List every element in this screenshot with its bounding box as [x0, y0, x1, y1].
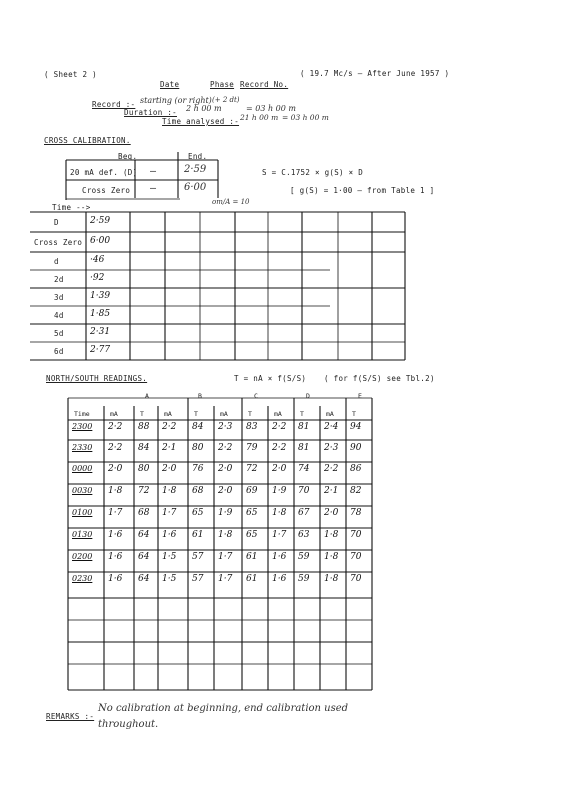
- ns-time-cell: 0100: [72, 508, 93, 517]
- ns-value-cell: 2·2: [218, 443, 233, 453]
- ns-value-cell: 57: [192, 552, 204, 562]
- row-20ma-label: 20 mA def. (D): [70, 168, 138, 177]
- row-20ma-beg: —: [150, 166, 157, 177]
- ns-value-cell: 1·9: [272, 486, 287, 496]
- ns-value-cell: 2·0: [218, 486, 233, 496]
- ns-time-cell: 0230: [72, 574, 93, 583]
- ns-value-cell: 2·0: [218, 464, 233, 474]
- ns-value-cell: 2·2: [272, 443, 287, 453]
- ns-value-cell: 57: [192, 574, 204, 584]
- ns-value-cell: 61: [246, 574, 258, 584]
- ns-subheader: T: [248, 410, 252, 418]
- ns-value-cell: 78: [350, 508, 362, 518]
- cal-row-label: 4d: [54, 311, 64, 320]
- ns-value-cell: 81: [298, 443, 310, 453]
- ns-value-cell: 64: [138, 552, 150, 562]
- cal-row-value: 2·31: [90, 327, 111, 337]
- ns-value-cell: 70: [298, 486, 310, 496]
- ns-value-cell: 2·0: [108, 464, 123, 474]
- ns-value-cell: 64: [138, 530, 150, 540]
- cal-row-value: 1·39: [90, 291, 111, 301]
- cal-row-label: 2d: [54, 275, 64, 284]
- ns-subheader: T: [194, 410, 198, 418]
- ns-value-cell: 2·3: [324, 443, 339, 453]
- ns-time-cell: 2300: [72, 422, 93, 431]
- ns-value-cell: 1·6: [108, 574, 123, 584]
- ns-value-cell: 88: [138, 422, 150, 432]
- row-cross-zero-end: 6·00: [184, 182, 207, 193]
- ns-value-cell: 72: [138, 486, 150, 496]
- record-paren: (+ 2 dt): [212, 96, 240, 104]
- ns-value-cell: 2·0: [272, 464, 287, 474]
- ns-value-cell: 2·0: [324, 508, 339, 518]
- cal-row-label: 6d: [54, 347, 64, 356]
- cal-row-label: Cross Zero: [34, 238, 83, 247]
- ns-formula: T = nA × f(S/S): [234, 374, 307, 383]
- ns-value-cell: 1·6: [108, 530, 123, 540]
- record-no-label: Record No.: [240, 80, 289, 89]
- cal-note: om/A = 10: [212, 198, 250, 206]
- ns-value-cell: 1·6: [108, 552, 123, 562]
- phase-label: Phase: [210, 80, 235, 89]
- ns-value-cell: 2·2: [108, 422, 123, 432]
- ns-value-cell: 69: [246, 486, 258, 496]
- row-cross-zero-beg: —: [150, 183, 157, 194]
- ns-value-cell: 76: [192, 464, 204, 474]
- ns-value-cell: 81: [298, 422, 310, 432]
- ns-value-cell: 84: [138, 443, 150, 453]
- ns-value-cell: 70: [350, 574, 362, 584]
- ns-value-cell: 65: [246, 530, 258, 540]
- ns-value-cell: 68: [192, 486, 204, 496]
- col-end-header: End.: [188, 152, 208, 161]
- cal-row-value: 2·77: [90, 345, 111, 355]
- ns-value-cell: 1·7: [218, 552, 233, 562]
- cal-row-value: 1·85: [90, 309, 111, 319]
- ns-value-cell: 67: [298, 508, 310, 518]
- ns-time-cell: 0200: [72, 552, 93, 561]
- duration-label: Duration :-: [124, 108, 177, 117]
- cal-row-label: 5d: [54, 329, 64, 338]
- ns-value-cell: 65: [246, 508, 258, 518]
- ns-value-cell: 59: [298, 574, 310, 584]
- ns-value-cell: 80: [192, 443, 204, 453]
- ns-subheader: Time: [74, 410, 90, 418]
- ns-value-cell: 1·5: [162, 552, 177, 562]
- ns-subheader: mA: [164, 410, 172, 418]
- ns-value-cell: 2·1: [324, 486, 339, 496]
- ns-value-cell: 61: [192, 530, 204, 540]
- ns-value-cell: 2·3: [218, 422, 233, 432]
- ns-value-cell: 61: [246, 552, 258, 562]
- ns-value-cell: 1·8: [324, 574, 339, 584]
- duration-value-2: = 03 h 00 m: [246, 104, 296, 113]
- record-label: Record :-: [92, 100, 136, 109]
- ns-group-b: B: [198, 392, 202, 400]
- formula-g: [ g(S) = 1·00 — from Table 1 ]: [290, 186, 435, 195]
- row-cross-zero-label: Cross Zero: [82, 186, 131, 195]
- ns-time-cell: 2330: [72, 443, 93, 452]
- ns-value-cell: 59: [298, 552, 310, 562]
- ns-time-cell: 0130: [72, 530, 93, 539]
- ns-group-e: E: [358, 392, 362, 400]
- ns-value-cell: 63: [298, 530, 310, 540]
- time-analysed-value: 21 h 00 m: [240, 113, 279, 122]
- ns-value-cell: 1·8: [162, 486, 177, 496]
- ns-subheader: mA: [110, 410, 118, 418]
- ns-subheader: mA: [220, 410, 228, 418]
- time-analysed-label: Time analysed :-: [162, 117, 240, 126]
- cal-row-value: ·92: [90, 273, 105, 283]
- ns-value-cell: 80: [138, 464, 150, 474]
- ns-value-cell: 72: [246, 464, 258, 474]
- ns-subheader: T: [352, 410, 356, 418]
- ns-value-cell: 86: [350, 464, 362, 474]
- ns-value-cell: 1·6: [272, 574, 287, 584]
- remarks-text-1: No calibration at beginning, end calibration used: [98, 703, 349, 714]
- ns-value-cell: 1·5: [162, 574, 177, 584]
- ns-value-cell: 1·6: [272, 552, 287, 562]
- ns-value-cell: 84: [192, 422, 204, 432]
- formula-s: S = C.1752 × g(S) × D: [262, 168, 364, 177]
- ns-value-cell: 64: [138, 574, 150, 584]
- time-arrow: Time -->: [52, 203, 91, 212]
- ns-time-cell: 0000: [72, 464, 93, 473]
- ns-value-cell: 1·7: [108, 508, 123, 518]
- time-analysed-value-2: = 03 h 00 m: [282, 113, 329, 122]
- ns-value-cell: 1·6: [162, 530, 177, 540]
- ns-time-cell: 0030: [72, 486, 93, 495]
- ns-subheader: mA: [274, 410, 282, 418]
- frequency-label: ( 19.7 Mc/s — After June 1957 ): [300, 69, 450, 78]
- ns-value-cell: 83: [246, 422, 258, 432]
- ns-value-cell: 68: [138, 508, 150, 518]
- ns-value-cell: 65: [192, 508, 204, 518]
- ns-value-cell: 2·4: [324, 422, 339, 432]
- cal-row-value: ·46: [90, 255, 105, 265]
- ns-value-cell: 1·8: [218, 530, 233, 540]
- date-label: Date: [160, 80, 180, 89]
- remarks-label: REMARKS :-: [46, 712, 95, 721]
- ns-value-cell: 1·9: [218, 508, 233, 518]
- remarks-text-2: throughout.: [98, 719, 159, 730]
- ns-value-cell: 1·8: [272, 508, 287, 518]
- ns-value-cell: 1·8: [324, 530, 339, 540]
- ns-value-cell: 1·8: [108, 486, 123, 496]
- cal-row-label: D: [54, 218, 59, 227]
- cal-row-label: 3d: [54, 293, 64, 302]
- row-20ma-end: 2·59: [184, 164, 207, 175]
- ns-subheader: T: [140, 410, 144, 418]
- ns-group-a: A: [145, 392, 149, 400]
- ns-group-c: C: [254, 392, 258, 400]
- cal-row-label: d: [54, 257, 59, 266]
- cross-cal-title: CROSS CALIBRATION.: [44, 136, 131, 145]
- ns-value-cell: 94: [350, 422, 362, 432]
- record-value: starting (or right): [140, 96, 212, 105]
- cal-row-value: 2·59: [90, 216, 111, 226]
- ns-value-cell: 1·7: [162, 508, 177, 518]
- ns-value-cell: 2·2: [324, 464, 339, 474]
- ns-value-cell: 2·2: [272, 422, 287, 432]
- ns-value-cell: 2·0: [162, 464, 177, 474]
- ns-value-cell: 2·1: [162, 443, 177, 453]
- ns-group-d: D: [306, 392, 310, 400]
- ns-title: NORTH/SOUTH READINGS.: [46, 374, 148, 383]
- ns-value-cell: 1·7: [272, 530, 287, 540]
- col-beg-header: Beg.: [118, 152, 138, 161]
- ns-subheader: T: [300, 410, 304, 418]
- ns-value-cell: 70: [350, 552, 362, 562]
- ns-subheader: mA: [326, 410, 334, 418]
- ns-value-cell: 2·2: [162, 422, 177, 432]
- ns-value-cell: 79: [246, 443, 258, 453]
- cal-row-value: 6·00: [90, 236, 111, 246]
- ns-value-cell: 82: [350, 486, 362, 496]
- sheet-label: ( Sheet 2 ): [44, 70, 97, 79]
- ns-value-cell: 1·8: [324, 552, 339, 562]
- ns-value-cell: 70: [350, 530, 362, 540]
- ns-value-cell: 2·2: [108, 443, 123, 453]
- ns-formula-note: ( for f(S/S) see Tbl.2): [324, 374, 435, 383]
- ns-value-cell: 1·7: [218, 574, 233, 584]
- duration-value: 2 h 00 m: [186, 104, 222, 113]
- ns-value-cell: 90: [350, 443, 362, 453]
- ns-value-cell: 74: [298, 464, 310, 474]
